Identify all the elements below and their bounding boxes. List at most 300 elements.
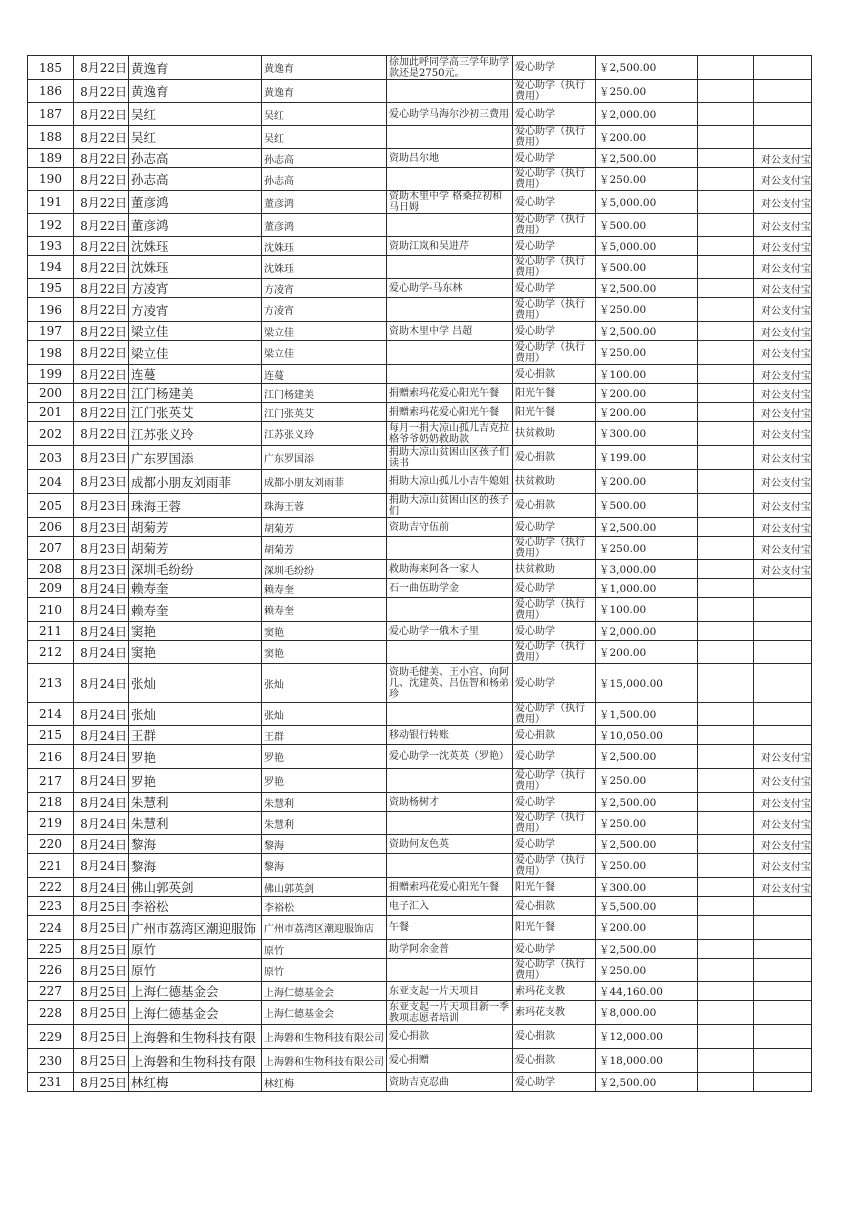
row-number: 209 [28, 579, 74, 598]
row-donor: 原竹 [129, 959, 262, 982]
row-account-name: 上海仁德基金会 [262, 1001, 387, 1025]
row-category: 爱心助学 [513, 745, 596, 769]
row-account-name: 广东罗国添 [262, 446, 387, 470]
row-donor: 孙志高 [129, 168, 262, 191]
row-amount: ￥18,000.00 [596, 1049, 698, 1073]
row-blank-cell [698, 745, 754, 769]
row-remark: 对公支付宝 [754, 168, 812, 191]
row-date: 8月22日 [74, 403, 129, 422]
row-account-name: 上海磐和生物科技有限公司 [262, 1049, 387, 1073]
row-amount: ￥2,500.00 [596, 279, 698, 298]
row-category: 爱心捐款 [513, 494, 596, 518]
row-amount: ￥8,000.00 [596, 1001, 698, 1025]
row-number: 213 [28, 664, 74, 703]
row-amount: ￥200.00 [596, 384, 698, 403]
table-row [28, 256, 812, 279]
row-amount: ￥2,500.00 [596, 322, 698, 341]
row-amount: ￥100.00 [596, 598, 698, 622]
table-row [28, 237, 812, 256]
row-number: 191 [28, 191, 74, 214]
row-remark: 对公支付宝 [754, 149, 812, 168]
row-account-name: 黎海 [262, 854, 387, 878]
row-amount: ￥2,000.00 [596, 103, 698, 126]
row-donor: 董彦鸿 [129, 191, 262, 214]
row-category: 阳光午餐 [513, 384, 596, 403]
row-number: 222 [28, 878, 74, 897]
row-number: 200 [28, 384, 74, 403]
row-amount: ￥5,000.00 [596, 191, 698, 214]
row-remark: 对公支付宝 [754, 384, 812, 403]
row-note: 资助木里中学 格桑拉初和马日姆 [387, 191, 513, 214]
row-date: 8月22日 [74, 80, 129, 103]
row-amount: ￥5,500.00 [596, 897, 698, 916]
row-category: 爱心助学（执行费用） [513, 126, 596, 149]
row-date: 8月22日 [74, 298, 129, 322]
row-remark [754, 959, 812, 982]
row-account-name: 吴红 [262, 103, 387, 126]
row-note: 爱心捐款 [387, 1025, 513, 1049]
row-number: 218 [28, 793, 74, 812]
row-account-name: 黎海 [262, 835, 387, 854]
row-account-name: 广州市荔湾区潮迎服饰店 [262, 916, 387, 940]
row-amount: ￥100.00 [596, 365, 698, 384]
row-remark: 对公支付宝 [754, 237, 812, 256]
row-note: 爱心助学一俄木子里 [387, 622, 513, 641]
row-donor: 林红梅 [129, 1073, 262, 1092]
table-row [28, 518, 812, 537]
row-amount: ￥2,500.00 [596, 1073, 698, 1092]
row-date: 8月25日 [74, 1025, 129, 1049]
row-account-name: 方凌宵 [262, 279, 387, 298]
table-row [28, 126, 812, 149]
row-blank-cell [698, 1049, 754, 1073]
row-note: 捐赠索玛花爱心阳光午餐 [387, 384, 513, 403]
row-note: 资助吉克忍曲 [387, 1073, 513, 1092]
table-row [28, 664, 812, 703]
row-amount: ￥250.00 [596, 959, 698, 982]
row-date: 8月25日 [74, 897, 129, 916]
row-blank-cell [698, 341, 754, 365]
row-amount: ￥2,500.00 [596, 149, 698, 168]
row-account-name: 王群 [262, 726, 387, 745]
row-category: 爱心助学 [513, 835, 596, 854]
row-amount: ￥2,500.00 [596, 518, 698, 537]
row-category: 爱心助学 [513, 579, 596, 598]
row-number: 224 [28, 916, 74, 940]
row-account-name: 张灿 [262, 703, 387, 726]
table-row [28, 812, 812, 835]
row-amount: ￥2,500.00 [596, 940, 698, 959]
row-note: 捐助大凉山贫困山区的孩子们 [387, 494, 513, 518]
table-row [28, 341, 812, 365]
table-row [28, 579, 812, 598]
row-note [387, 256, 513, 279]
table-row [28, 279, 812, 298]
ledger-body [28, 56, 812, 1092]
row-remark [754, 703, 812, 726]
row-date: 8月22日 [74, 365, 129, 384]
row-note: 徐加此呼同学高三学年助学款还是2750元。 [387, 56, 513, 80]
row-donor: 上海磐和生物科技有限 [129, 1049, 262, 1073]
row-donor: 方凌宵 [129, 298, 262, 322]
table-row [28, 897, 812, 916]
row-number: 226 [28, 959, 74, 982]
row-remark [754, 1073, 812, 1092]
row-number: 231 [28, 1073, 74, 1092]
row-account-name: 黄逸育 [262, 56, 387, 80]
row-note [387, 126, 513, 149]
row-note [387, 537, 513, 560]
row-donor: 胡菊芳 [129, 518, 262, 537]
row-blank-cell [698, 384, 754, 403]
row-category: 爱心助学（执行费用） [513, 537, 596, 560]
row-remark [754, 726, 812, 745]
row-note [387, 769, 513, 793]
row-number: 197 [28, 322, 74, 341]
row-account-name: 珠海王蓉 [262, 494, 387, 518]
row-date: 8月24日 [74, 703, 129, 726]
row-donor: 佛山郭英剑 [129, 878, 262, 897]
row-account-name: 董彦鸿 [262, 214, 387, 237]
row-remark [754, 1025, 812, 1049]
row-number: 205 [28, 494, 74, 518]
row-amount: ￥500.00 [596, 494, 698, 518]
row-blank-cell [698, 835, 754, 854]
row-date: 8月22日 [74, 126, 129, 149]
row-number: 204 [28, 470, 74, 494]
row-number: 220 [28, 835, 74, 854]
row-blank-cell [698, 214, 754, 237]
row-remark [754, 80, 812, 103]
table-row [28, 384, 812, 403]
row-account-name: 深圳毛纷纷 [262, 560, 387, 579]
row-donor: 沈姝珏 [129, 256, 262, 279]
row-blank-cell [698, 726, 754, 745]
row-account-name: 沈姝珏 [262, 237, 387, 256]
row-date: 8月25日 [74, 982, 129, 1001]
row-remark [754, 579, 812, 598]
row-amount: ￥250.00 [596, 537, 698, 560]
row-number: 210 [28, 598, 74, 622]
row-remark [754, 622, 812, 641]
table-row [28, 959, 812, 982]
row-note: 救助海来阿各一家人 [387, 560, 513, 579]
row-blank-cell [698, 916, 754, 940]
row-remark: 对公支付宝 [754, 322, 812, 341]
row-blank-cell [698, 793, 754, 812]
row-note: 移动银行转账 [387, 726, 513, 745]
row-blank-cell [698, 982, 754, 1001]
row-category: 爱心助学 [513, 518, 596, 537]
row-amount: ￥2,500.00 [596, 745, 698, 769]
row-note: 石一曲伍助学金 [387, 579, 513, 598]
row-note: 资助江岚和吴进芹 [387, 237, 513, 256]
row-donor: 窦艳 [129, 641, 262, 664]
row-blank-cell [698, 365, 754, 384]
row-note: 资助吉守伍前 [387, 518, 513, 537]
row-number: 193 [28, 237, 74, 256]
table-row [28, 793, 812, 812]
table-row [28, 703, 812, 726]
row-note: 午餐 [387, 916, 513, 940]
row-category: 爱心助学（执行费用） [513, 769, 596, 793]
row-remark: 对公支付宝 [754, 446, 812, 470]
row-blank-cell [698, 1073, 754, 1092]
row-amount: ￥300.00 [596, 422, 698, 446]
row-amount: ￥250.00 [596, 769, 698, 793]
row-donor: 黎海 [129, 835, 262, 854]
row-blank-cell [698, 494, 754, 518]
row-note [387, 341, 513, 365]
row-account-name: 朱慧利 [262, 812, 387, 835]
row-account-name: 林红梅 [262, 1073, 387, 1092]
row-blank-cell [698, 168, 754, 191]
row-date: 8月22日 [74, 384, 129, 403]
row-blank-cell [698, 598, 754, 622]
row-category: 扶贫救助 [513, 470, 596, 494]
row-category: 爱心助学（执行费用） [513, 854, 596, 878]
row-number: 188 [28, 126, 74, 149]
row-blank-cell [698, 256, 754, 279]
row-number: 207 [28, 537, 74, 560]
row-number: 214 [28, 703, 74, 726]
row-category: 爱心助学（执行费用） [513, 812, 596, 835]
row-account-name: 梁立佳 [262, 341, 387, 365]
row-category: 爱心助学 [513, 940, 596, 959]
row-amount: ￥250.00 [596, 168, 698, 191]
row-donor: 连蔓 [129, 365, 262, 384]
row-remark: 对公支付宝 [754, 812, 812, 835]
row-account-name: 胡菊芳 [262, 537, 387, 560]
row-note [387, 641, 513, 664]
row-date: 8月24日 [74, 745, 129, 769]
row-date: 8月24日 [74, 579, 129, 598]
row-note: 东亚支起一片天项目新一季教项志愿者培训 [387, 1001, 513, 1025]
donation-ledger-table [27, 55, 812, 1092]
row-note: 爱心捐赠 [387, 1049, 513, 1073]
row-date: 8月25日 [74, 1001, 129, 1025]
row-note: 资助杨树才 [387, 793, 513, 812]
row-donor: 窦艳 [129, 622, 262, 641]
row-category: 爱心捐款 [513, 365, 596, 384]
row-amount: ￥200.00 [596, 403, 698, 422]
row-blank-cell [698, 959, 754, 982]
row-remark [754, 641, 812, 664]
row-donor: 原竹 [129, 940, 262, 959]
row-remark: 对公支付宝 [754, 470, 812, 494]
row-donor: 黎海 [129, 854, 262, 878]
table-row [28, 446, 812, 470]
row-note [387, 168, 513, 191]
row-blank-cell [698, 1025, 754, 1049]
table-row [28, 1025, 812, 1049]
row-remark [754, 598, 812, 622]
row-donor: 上海磐和生物科技有限 [129, 1025, 262, 1049]
row-date: 8月22日 [74, 256, 129, 279]
row-category: 爱心助学 [513, 1073, 596, 1092]
row-note: 资助吕尔地 [387, 149, 513, 168]
row-date: 8月23日 [74, 560, 129, 579]
row-date: 8月24日 [74, 664, 129, 703]
row-account-name: 吴红 [262, 126, 387, 149]
row-category: 爱心捐款 [513, 1049, 596, 1073]
row-blank-cell [698, 703, 754, 726]
row-category: 爱心助学（执行费用） [513, 256, 596, 279]
row-note [387, 598, 513, 622]
row-blank-cell [698, 537, 754, 560]
row-donor: 上海仁德基金会 [129, 1001, 262, 1025]
row-category: 爱心助学 [513, 56, 596, 80]
row-amount: ￥500.00 [596, 214, 698, 237]
row-blank-cell [698, 80, 754, 103]
table-row [28, 878, 812, 897]
row-date: 8月22日 [74, 191, 129, 214]
row-donor: 赖寿奎 [129, 579, 262, 598]
row-number: 230 [28, 1049, 74, 1073]
row-date: 8月25日 [74, 940, 129, 959]
row-blank-cell [698, 149, 754, 168]
table-row [28, 403, 812, 422]
row-remark [754, 1001, 812, 1025]
table-row [28, 56, 812, 80]
row-note: 东亚支起一片天项目 [387, 982, 513, 1001]
row-note [387, 703, 513, 726]
row-amount: ￥200.00 [596, 916, 698, 940]
row-blank-cell [698, 103, 754, 126]
row-note [387, 298, 513, 322]
row-blank-cell [698, 518, 754, 537]
row-donor: 吴红 [129, 126, 262, 149]
row-donor: 沈姝珏 [129, 237, 262, 256]
row-donor: 胡菊芳 [129, 537, 262, 560]
row-account-name: 窦艳 [262, 622, 387, 641]
row-blank-cell [698, 403, 754, 422]
row-donor: 赖寿奎 [129, 598, 262, 622]
row-donor: 方凌宵 [129, 279, 262, 298]
row-date: 8月23日 [74, 494, 129, 518]
row-date: 8月22日 [74, 422, 129, 446]
row-blank-cell [698, 940, 754, 959]
row-donor: 朱慧利 [129, 812, 262, 835]
row-donor: 广州市荔湾区潮迎服饰 [129, 916, 262, 940]
row-account-name: 胡菊芳 [262, 518, 387, 537]
row-donor: 吴红 [129, 103, 262, 126]
row-category: 爱心助学 [513, 149, 596, 168]
row-amount: ￥10,050.00 [596, 726, 698, 745]
row-category: 爱心助学 [513, 191, 596, 214]
row-remark: 对公支付宝 [754, 793, 812, 812]
row-remark [754, 103, 812, 126]
row-blank-cell [698, 854, 754, 878]
table-row [28, 916, 812, 940]
row-remark [754, 940, 812, 959]
table-row [28, 470, 812, 494]
row-category: 爱心助学（执行费用） [513, 959, 596, 982]
row-number: 229 [28, 1025, 74, 1049]
row-remark [754, 126, 812, 149]
row-amount: ￥250.00 [596, 80, 698, 103]
row-category: 爱心助学（执行费用） [513, 341, 596, 365]
row-account-name: 罗艳 [262, 769, 387, 793]
row-blank-cell [698, 560, 754, 579]
row-amount: ￥15,000.00 [596, 664, 698, 703]
row-category: 阳光午餐 [513, 403, 596, 422]
row-donor: 成都小朋友刘雨菲 [129, 470, 262, 494]
row-category: 爱心助学 [513, 322, 596, 341]
row-blank-cell [698, 56, 754, 80]
row-number: 223 [28, 897, 74, 916]
row-amount: ￥200.00 [596, 126, 698, 149]
row-date: 8月25日 [74, 959, 129, 982]
row-category: 爱心助学 [513, 622, 596, 641]
row-blank-cell [698, 279, 754, 298]
row-date: 8月24日 [74, 622, 129, 641]
table-row [28, 854, 812, 878]
row-date: 8月23日 [74, 446, 129, 470]
row-date: 8月22日 [74, 149, 129, 168]
row-remark: 对公支付宝 [754, 298, 812, 322]
row-account-name: 江门杨建美 [262, 384, 387, 403]
row-note: 资助何友色英 [387, 835, 513, 854]
row-note: 爱心助学-马东林 [387, 279, 513, 298]
row-category: 爱心助学（执行费用） [513, 214, 596, 237]
row-donor: 张灿 [129, 664, 262, 703]
row-note: 资助毛健美、王小宫、向阿几、沈建英、吕伍智和杨弟珍 [387, 664, 513, 703]
row-blank-cell [698, 298, 754, 322]
row-number: 221 [28, 854, 74, 878]
row-date: 8月24日 [74, 793, 129, 812]
row-remark: 对公支付宝 [754, 745, 812, 769]
row-number: 185 [28, 56, 74, 80]
row-donor: 罗艳 [129, 745, 262, 769]
row-date: 8月22日 [74, 322, 129, 341]
row-date: 8月24日 [74, 854, 129, 878]
row-number: 212 [28, 641, 74, 664]
table-row [28, 322, 812, 341]
row-blank-cell [698, 446, 754, 470]
row-date: 8月25日 [74, 1049, 129, 1073]
row-amount: ￥2,500.00 [596, 56, 698, 80]
table-row [28, 598, 812, 622]
row-note [387, 812, 513, 835]
row-remark: 对公支付宝 [754, 214, 812, 237]
table-row [28, 769, 812, 793]
row-blank-cell [698, 897, 754, 916]
row-account-name: 赖寿奎 [262, 579, 387, 598]
table-row [28, 365, 812, 384]
table-row [28, 494, 812, 518]
row-donor: 李裕松 [129, 897, 262, 916]
row-category: 爱心助学（执行费用） [513, 298, 596, 322]
row-number: 227 [28, 982, 74, 1001]
row-date: 8月24日 [74, 878, 129, 897]
row-amount: ￥199.00 [596, 446, 698, 470]
row-account-name: 孙志高 [262, 168, 387, 191]
table-row [28, 982, 812, 1001]
row-remark: 对公支付宝 [754, 494, 812, 518]
row-note: 爱心助学一沈英英（罗艳） [387, 745, 513, 769]
row-note: 捐助大凉山贫困山区孩子们读书 [387, 446, 513, 470]
row-account-name: 上海仁德基金会 [262, 982, 387, 1001]
row-remark [754, 56, 812, 80]
row-donor: 江苏张义玲 [129, 422, 262, 446]
row-blank-cell [698, 579, 754, 598]
row-note: 资助木里中学 吕超 [387, 322, 513, 341]
row-amount: ￥250.00 [596, 341, 698, 365]
row-note: 爱心助学马海尔沙初三费用 [387, 103, 513, 126]
row-account-name: 朱慧利 [262, 793, 387, 812]
row-number: 208 [28, 560, 74, 579]
